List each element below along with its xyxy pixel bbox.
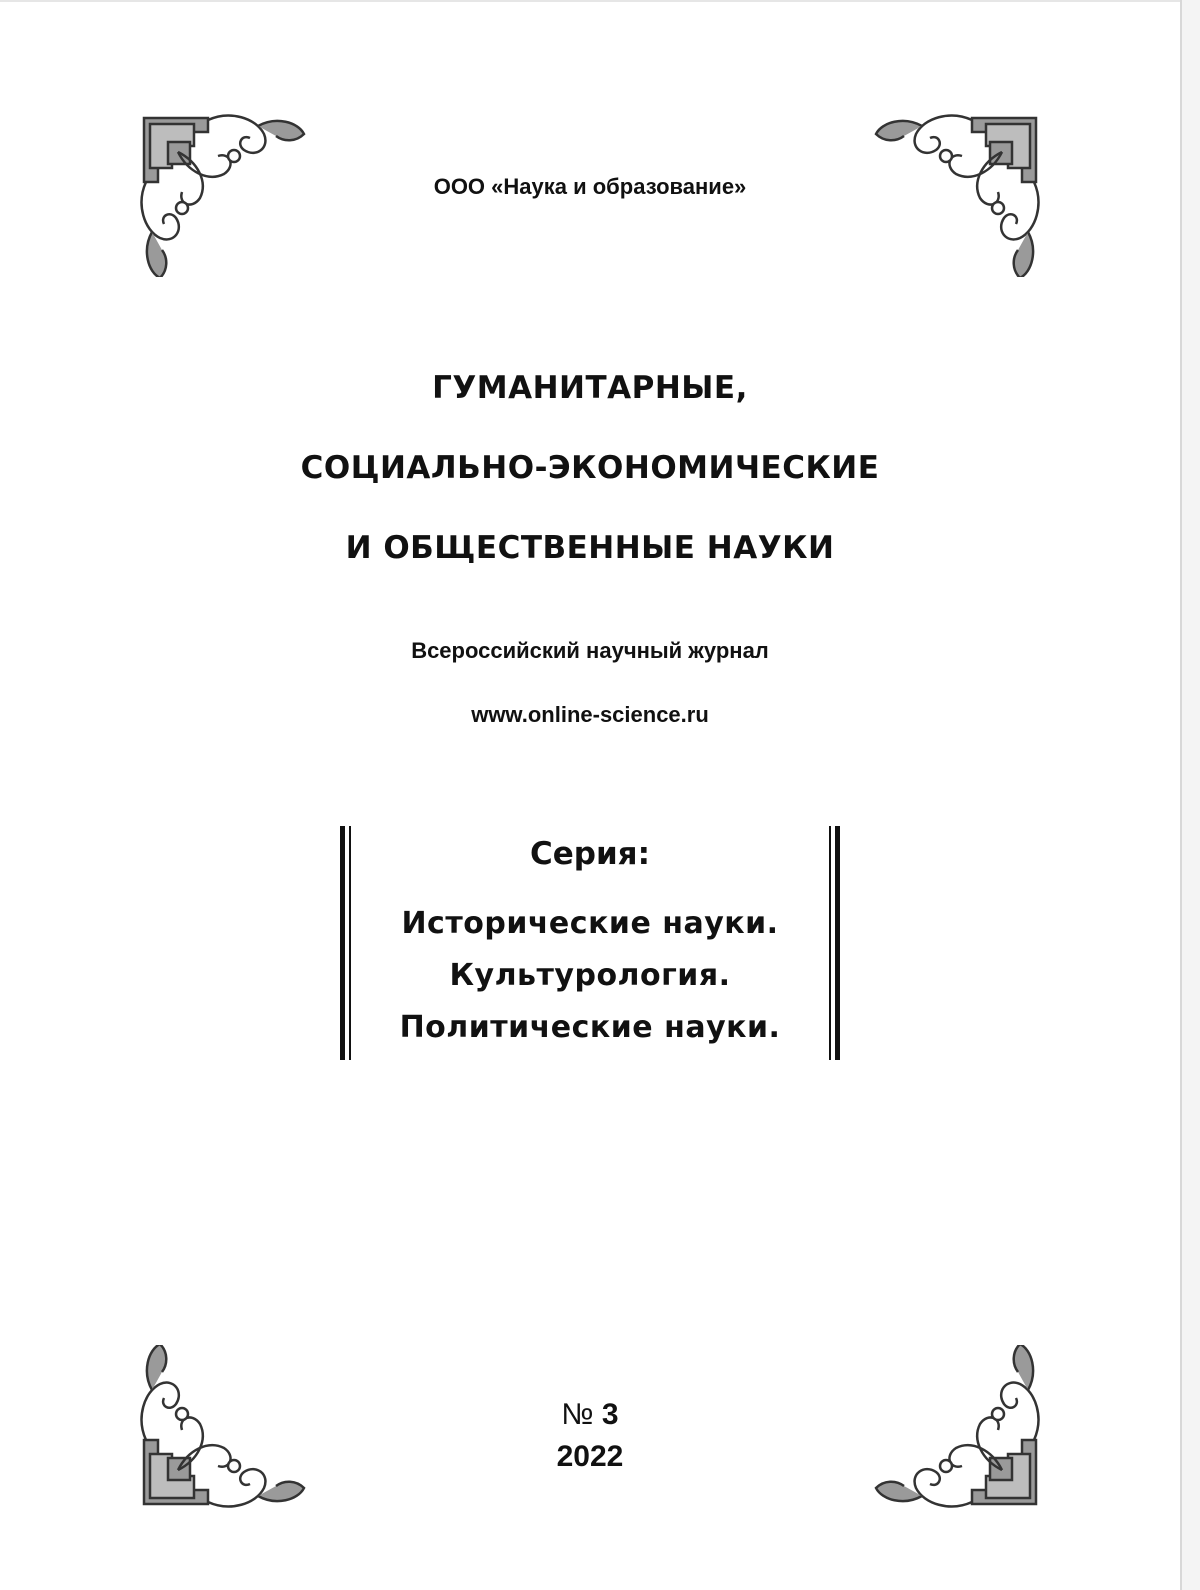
issue-symbol: № <box>561 1398 594 1431</box>
journal-title-line-2: СОЦИАЛЬНО-ЭКОНОМИЧЕСКИЕ <box>300 450 880 486</box>
issue-year: 2022 <box>556 1440 624 1473</box>
journal-title-line-3: И ОБЩЕСТВЕННЫЕ НАУКИ <box>345 530 835 566</box>
page-top-edge <box>0 0 1180 2</box>
issue-value: 3 <box>601 1398 619 1431</box>
journal-subtitle: Всероссийский научный журнал <box>411 638 769 663</box>
journal-website: www.online-science.ru <box>471 702 709 727</box>
series-box <box>340 826 840 1060</box>
series-line-culturology: Культурология. <box>449 958 731 993</box>
series-line-politics: Политические науки. <box>399 1010 781 1045</box>
publisher-name: ООО «Наука и образование» <box>433 174 747 199</box>
series-label: Серия: <box>530 836 650 872</box>
viewer-gutter <box>1182 0 1200 1590</box>
issue-number <box>0 1398 1180 1432</box>
series-list <box>340 898 840 1054</box>
series-line-history: Исторические науки. <box>401 906 779 941</box>
journal-title-line-1: ГУМАНИТАРНЫЕ, <box>432 370 748 406</box>
